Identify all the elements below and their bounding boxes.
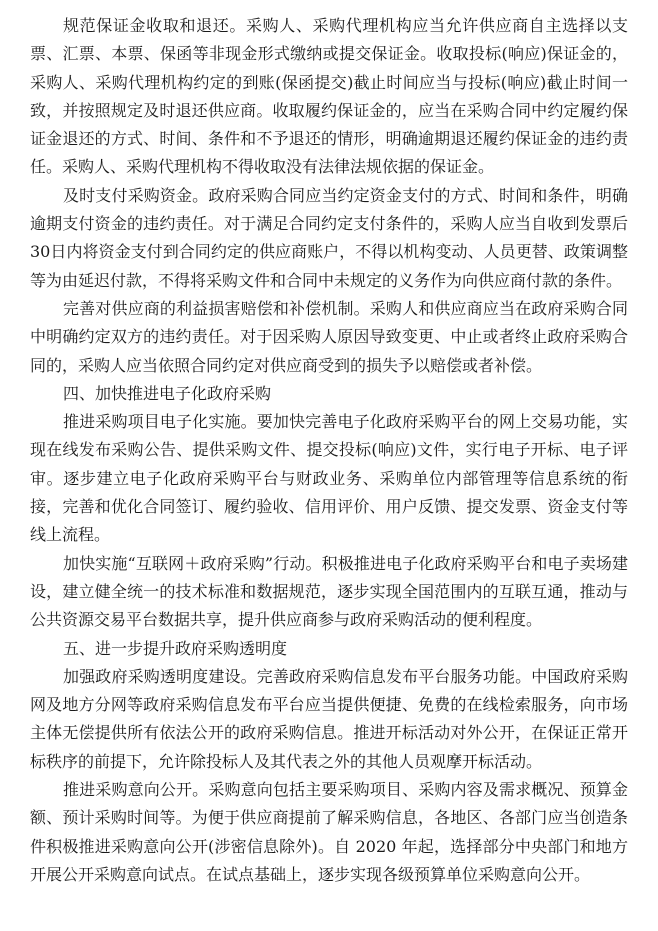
paragraph-transparency: 加强政府采购透明度建设。完善政府采购信息发布平台服务功能。中国政府采购网及地方分网等政府采购信息发布平台应当提供便捷、免费的在线检索服务，向市场主体无偿提供所有依法公开的政府采购信息。推进开标活动对外公开，在保证正常开标秩序的前提下，允许除投标人及其代表之外的其他人员观摩开标活动。 bbox=[30, 666, 628, 771]
paragraph-deposit: 规范保证金收取和退还。采购人、采购代理机构应当允许供应商自主选择以支票、汇票、本票、保函等非现金形式缴纳或提交保证金。收取投标(响应)保证金的，采购人、采购代理机构约定的到账(保函提交)截止时间应当与投标(响应)截止时间一致，并按照规定及时退还供应商。收取履约保证金的，应当在采购合同中约定履约保证金退还的方式、时间、条件和不予退还的情形，明确逾期退还履约保证金的违约责任。采购人、采购代理机构不得收取没有法律法规依据的保证金。 bbox=[30, 16, 628, 177]
section-heading-5: 五、进一步提升政府采购透明度 bbox=[63, 638, 288, 658]
paragraph-payment: 及时支付采购资金。政府采购合同应当约定资金支付的方式、时间和条件，明确逾期支付资金的违约责任。对于满足合同约定支付条件的，采购人应当自收到发票后 30日内将资金支付到合同约定的供应商账户，不得以机构变动、人员更替、政策调整等为由延迟付款，不得将采购文件和合同中未规定的义务作为向供应商付款的条件。 bbox=[30, 185, 628, 290]
paragraph-intent-disclosure: 推进采购意向公开。采购意向包括主要采购项目、采购内容及需求概况、预算金额、预计采购时间等。为便于供应商提前了解采购信息，各地区、各部门应当创造条件积极推进采购意向公开(涉密信息除外)。自 2020 年起，选择部分中央部门和地方开展公开采购意向试点。在试点基础上，逐步实现各级预算单位采购意向公开。 bbox=[30, 780, 628, 884]
paragraph-internet-plus: 加快实施“互联网＋政府采购”行动。积极推进电子化政府采购平台和电子卖场建设，建立健全统一的技术标准和数据规范，逐步实现全国范围内的互联互通，推动与公共资源交易平台数据共享，提升供应商参与政府采购活动的便利程度。 bbox=[30, 553, 628, 630]
paragraph-electronic: 推进采购项目电子化实施。要加快完善电子化政府采购平台的网上交易功能，实现在线发布采购公告、提供采购文件、提交投标(响应)文件，实行电子开标、电子评审。逐步建立电子化政府采购平台与财政业务、采购单位内部管理等信息系统的衔接，完善和优化合同签订、履约验收、信用评价、用户反馈、提交发票、资金支付等线上流程。 bbox=[30, 412, 628, 545]
paragraph-compensation: 完善对供应商的利益损害赔偿和补偿机制。采购人和供应商应当在政府采购合同中明确约定双方的违约责任。对于因采购人原因导致变更、中止或者终止政府采购合同的，采购人应当依照合同约定对供应商受到的损失予以赔偿或者补偿。 bbox=[30, 298, 628, 375]
section-heading-4: 四、加快推进电子化政府采购 bbox=[63, 383, 272, 403]
